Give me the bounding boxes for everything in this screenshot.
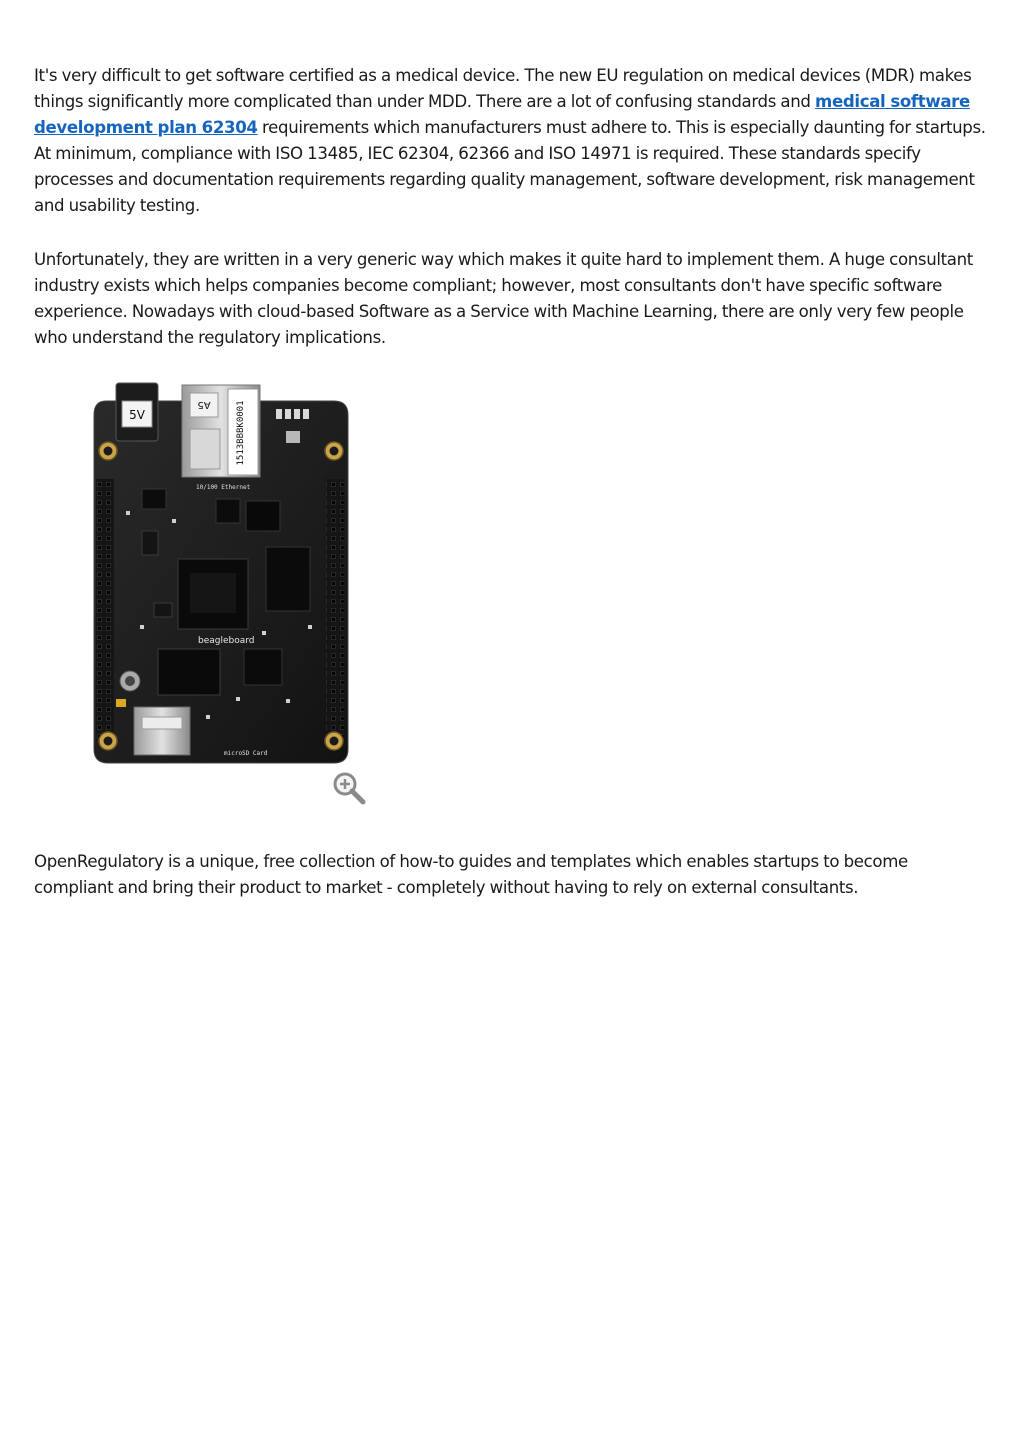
- medical-software-plan-link[interactable]: medical software development plan 62304: [34, 92, 970, 137]
- paragraph-intro-text-end: requirements which manufacturers must adhere to. This is especially daunting for startups. At minimum, compliance with ISO 13485, IEC 62304, 62366 and ISO 14971 is required. These standards specify processes and documentation requirements regarding quality management, software development, risk management and usability testing.: [34, 118, 986, 215]
- zoom-in-icon[interactable]: [330, 769, 370, 809]
- board-illustration: [86, 381, 376, 811]
- paragraph-openregulatory: OpenRegulatory is a unique, free collection of how-to guides and templates which enables startups to become compliant and bring their product to market - completely without having to rely on external consultants.: [34, 852, 908, 897]
- board-image[interactable]: [86, 381, 376, 811]
- paragraph-consultants: Unfortunately, they are written in a very generic way which makes it quite hard to implement them. A huge consultant industry exists which helps companies become compliant; however, most consultants don't have specific software experience. Nowadays with cloud-based Software as a Service with Machine Learning, there are only very few people who understand the regulatory implications.: [34, 250, 973, 347]
- paragraph-intro-text-start: It's very difficult to get software certified as a medical device. The new EU regulation on medical devices (MDR) makes things significantly more complicated than under MDD. There are a lot of confusing standards and: [34, 66, 972, 111]
- label-serial: 1513BBBK0001: [236, 400, 246, 466]
- label-a5: A5: [197, 399, 211, 410]
- label-logo: beagleboard: [198, 636, 255, 646]
- label-microsd: microSD Card: [224, 750, 268, 757]
- label-ethernet: 10/100 Ethernet: [196, 484, 251, 491]
- label-5v: 5V: [129, 408, 145, 422]
- document-page: [34, 63, 990, 901]
- paragraph-intro: [34, 63, 990, 219]
